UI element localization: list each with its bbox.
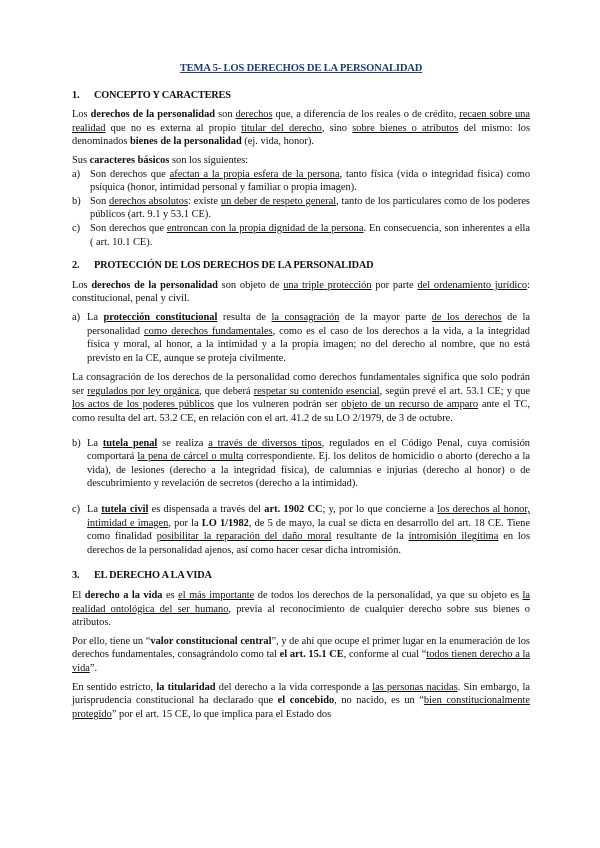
list-marker: b) [72,437,81,449]
underlined-term: objeto de un recurso de amparo [341,399,479,411]
underlined-term: respetar su contenido esencial [253,385,380,397]
underlined-term: derechos [235,109,273,121]
list-item: a) La protección constitucional resulta de la consagración de la mayor parte de los derechos de la personalidad como derechos fundamentales, como es el caso de los derechos a la vida, a la integridad física y moral, al honor, a la intimidad y a la propia imagen; no del derecho al nombre, que no está previsto en la CE, aunque se proteja civilmente. [72,311,530,364]
bold-term: valor constitucional central [150,635,272,647]
underlined-term: todos tienen derecho a la vida [72,649,530,674]
list-item: c) Son derechos que entroncan con la propia dignidad de la persona. En consecuencia, son inherentes a ella ( art. 10.1 CE). [72,222,530,248]
underlined-term: posibilitar la reparación del daño moral [156,531,332,543]
section-title: EL DERECHO A LA VIDA [94,570,212,582]
bold-term: derechos de la personalidad [90,109,216,121]
underlined-term: entroncan con la propia dignidad de la persona [166,222,364,234]
list-item: a) Son derechos que afectan a la propia esfera de la persona, tanto física (vida o integridad física) como psíquica (honor, intimidad personal y familiar o propia imagen). [72,168,531,194]
document-title: TEMA 5- LOS DERECHOS DE LA PERSONALIDAD [179,63,423,74]
paragraph: La consagración de los derechos de la personalidad como derechos fundamentales significa que solo podrán ser regulados por ley orgánica, que deberá respetar su contenido esencial, según prevé el art. 53.1 CE; y que los actos de los poderes públicos que los vulneren podrán ser objeto de un recurso de amparo ante el TC, como resulta del art. 53.2 CE, en relación con el art. 41.2 de su LO 2/1979, de 3 de octubre. [72,372,530,425]
bold-term: derechos de la personalidad [91,279,218,291]
bold-term: el concebido [277,695,335,707]
list-item: b) La tutela penal se realiza a través de diversos tipos, regulados en el Código Penal, cuya comisión comportará la pena de cárcel o multa correspondiente. Ej. los delitos de homicidio o aborto (derecho a la vida), de lesiones (derecho a la integridad física), de calumnias e injurias (derecho al honor) o de descubrimiento y revelación de secretos (derecho a la intimidad). [72,437,530,490]
list-marker: a) [72,311,81,323]
paragraph: Por ello, tiene un “valor constitucional central”, y de ahí que ocupe el primer lugar en la enumeración de los derechos fundamentales, consagrándolo como tal el art. 15.1 CE, conforme al cual “todos tienen derecho a la vida”. [72,635,530,674]
bold-term: LO 1/1982 [201,517,249,529]
underlined-term: la realidad ontológica del ser humano [72,590,530,615]
list-marker: c) [72,504,81,516]
underlined-term: bien constitucionalmente protegido [72,695,530,720]
bold-term: la titularidad [156,681,216,693]
list-marker: b) [72,195,81,207]
underlined-term: una triple protección [283,279,372,291]
underlined-term: sobre bienes o atributos [352,122,459,134]
underlined-term: a través de diversos tipos [208,437,322,449]
underlined-term: los derechos al honor, intimidad e imagen [87,504,531,529]
underlined-term: titular del derecho [241,122,322,134]
underlined-term: derechos absolutos [109,195,189,207]
section-3-heading [72,569,530,583]
section-title: PROTECCIÓN DE LOS DERECHOS DE LA PERSONALIDAD [94,260,374,272]
document-page [72,62,530,726]
bold-underlined-term: protección constitucional [103,311,218,323]
paragraph: Los derechos de la personalidad son objeto de una triple protección por parte del ordenamiento jurídico: constitucional, penal y civil. [72,279,530,305]
section-number: 1. [72,89,80,101]
underlined-term: regulados por ley orgánica [87,385,200,397]
bold-term: bienes de la personalidad [130,136,242,148]
section-number: 3. [72,570,80,582]
underlined-term: afectan a la propia esfera de la persona [169,168,340,180]
underlined-term: de los derechos [431,311,502,323]
bold-term: derecho a la vida [84,590,163,601]
bold-underlined-term: tutela civil [101,504,149,516]
bold-underlined-term: tutela penal [102,437,158,449]
underlined-term: recaen sobre una realidad [72,109,530,134]
section-title: CONCEPTO Y CARACTERES [94,89,231,101]
section-1-heading [72,89,530,103]
underlined-term: como derechos fundamentales [144,325,273,337]
underlined-term: intromisión ilegítima [408,531,499,543]
list-marker: a) [72,168,81,180]
paragraph: Los derechos de la personalidad son derechos que, a diferencia de los reales o de crédito, recaen sobre una realidad que no es externa al propio titular del derecho, sino sobre bienes o atributos del mismo: los denominados bienes de la personalidad (ej. vida, honor). [72,109,530,148]
section-2-heading [72,259,530,273]
list-item: c) La tutela civil es dispensada a través del art. 1902 CC; y, por lo que concierne a los derechos al honor, intimidad e imagen, por la LO 1/1982, de 5 de mayo, la cual se dicta en desarrollo del art. 18 CE. Tiene como finalidad posibilitar la reparación del daño moral resultante de la intromisión ilegítima en los derechos de la personalidad ajenos, así como hacer cesar dicha intromisión. [72,504,531,556]
underlined-term: el más importante [178,590,255,601]
paragraph: El derecho a la vida es el más importante de todos los derechos de la personalidad, ya que su objeto es la realidad ontológica del ser humano, previa al reconocimiento de cualquier derecho sobre sus bienes o atributos. [72,590,530,629]
list-marker: c) [72,222,81,234]
underlined-term: la consagración [271,311,340,323]
list-item: b) Son derechos absolutos: existe un deber de respeto general, tanto de los particulares como de los poderes públicos (art. 9.1 y 53.1 CE). [72,195,530,221]
underlined-term: la pena de cárcel o multa [137,451,244,463]
underlined-term: del ordenamiento jurídico [417,279,528,291]
bold-term: el art. 15.1 CE [279,649,344,661]
section-number: 2. [72,260,80,272]
underlined-term: los actos de los poderes públicos [72,399,214,411]
paragraph: En sentido estricto, la titularidad del derecho a la vida corresponde a las personas nacidas. Sin embargo, la jurisprudencia constitucional ha declarado que el concebido, no nacido, es un “bien constitucionalmente protegido” por el art. 15 CE, lo que implica para el Estado dos [72,681,530,720]
underlined-term: las personas nacidas [372,681,458,693]
bold-term: art. 1902 CC [264,504,323,516]
paragraph: Sus caracteres básicos son los siguientes: [72,154,249,166]
underlined-term: un deber de respeto general [220,195,337,207]
bold-term: caracteres básicos [89,154,170,166]
